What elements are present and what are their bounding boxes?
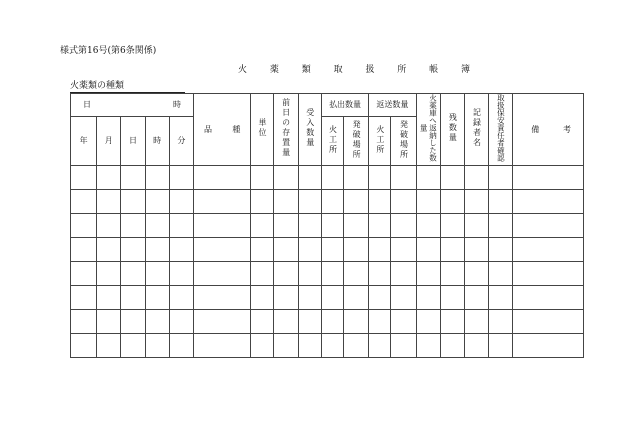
unit-header: 単位 [251, 94, 273, 166]
table-cell[interactable] [71, 238, 97, 262]
table-cell[interactable] [273, 262, 298, 286]
table-cell[interactable] [145, 190, 169, 214]
table-row [71, 166, 584, 190]
table-cell[interactable] [145, 214, 169, 238]
table-cell[interactable] [416, 262, 440, 286]
table-cell[interactable] [464, 190, 488, 214]
table-cell[interactable] [416, 214, 440, 238]
table-cell[interactable] [97, 310, 121, 334]
item-name-header: 品 種 [193, 94, 250, 166]
table-cell[interactable] [344, 214, 369, 238]
minute-header: 分 [169, 117, 193, 166]
table-cell[interactable] [321, 166, 343, 190]
table-cell[interactable] [440, 190, 464, 214]
table-cell[interactable] [369, 334, 391, 358]
form-number: 様式第16号(第6条関係) [60, 46, 157, 56]
table-cell[interactable] [298, 214, 321, 238]
table-cell[interactable] [391, 310, 416, 334]
table-row [71, 190, 584, 214]
table-cell[interactable] [71, 166, 97, 190]
table-cell[interactable] [298, 238, 321, 262]
return-blasting-site-header: 発破場所 [391, 117, 416, 166]
table-cell[interactable] [251, 334, 273, 358]
table-cell[interactable] [273, 334, 298, 358]
table-cell[interactable] [169, 166, 193, 190]
table-cell[interactable] [321, 238, 343, 262]
table-cell[interactable] [391, 262, 416, 286]
table-cell[interactable] [440, 262, 464, 286]
return-worksite-header: 火工所 [369, 117, 391, 166]
table-cell[interactable] [145, 310, 169, 334]
table-cell[interactable] [273, 310, 298, 334]
table-cell[interactable] [193, 166, 250, 190]
table-cell[interactable] [145, 166, 169, 190]
table-cell[interactable] [391, 286, 416, 310]
table-cell[interactable] [251, 310, 273, 334]
table-cell[interactable] [321, 262, 343, 286]
return-quantity-header: 返送数量 [369, 94, 416, 117]
table-cell[interactable] [513, 262, 584, 286]
table-cell[interactable] [344, 262, 369, 286]
issue-worksite-header: 火工所 [321, 117, 343, 166]
table-cell[interactable] [391, 214, 416, 238]
table-cell[interactable] [298, 166, 321, 190]
table-cell[interactable] [71, 310, 97, 334]
table-cell[interactable] [298, 334, 321, 358]
table-cell[interactable] [513, 166, 584, 190]
table-cell[interactable] [193, 238, 250, 262]
table-cell[interactable] [440, 214, 464, 238]
table-cell[interactable] [97, 334, 121, 358]
table-row [71, 286, 584, 310]
remarks-header: 備 考 [513, 94, 584, 166]
table-cell[interactable] [416, 166, 440, 190]
table-cell[interactable] [169, 262, 193, 286]
table-cell[interactable] [273, 286, 298, 310]
table-cell[interactable] [464, 310, 488, 334]
table-cell[interactable] [169, 334, 193, 358]
table-cell[interactable] [145, 238, 169, 262]
table-cell[interactable] [251, 214, 273, 238]
table-cell[interactable] [71, 334, 97, 358]
table-cell[interactable] [464, 214, 488, 238]
table-cell[interactable] [193, 214, 250, 238]
table-cell[interactable] [145, 334, 169, 358]
document-title: 火 薬 類 取 扱 所 帳 簿 [238, 65, 481, 75]
table-cell[interactable] [489, 334, 513, 358]
table-cell[interactable] [193, 190, 250, 214]
table-cell[interactable] [489, 238, 513, 262]
table-cell[interactable] [344, 166, 369, 190]
table-cell[interactable] [489, 310, 513, 334]
table-cell[interactable] [369, 262, 391, 286]
hour-header: 時 [145, 117, 169, 166]
table-cell[interactable] [121, 214, 145, 238]
table-cell[interactable] [193, 310, 250, 334]
table-cell[interactable] [251, 286, 273, 310]
table-cell[interactable] [391, 334, 416, 358]
table-cell[interactable] [369, 166, 391, 190]
table-cell[interactable] [369, 190, 391, 214]
table-cell[interactable] [298, 262, 321, 286]
table-cell[interactable] [513, 334, 584, 358]
table-cell[interactable] [440, 166, 464, 190]
table-cell[interactable] [416, 190, 440, 214]
table-cell[interactable] [369, 310, 391, 334]
table-cell[interactable] [321, 190, 343, 214]
table-cell[interactable] [121, 238, 145, 262]
table-cell[interactable] [321, 214, 343, 238]
table-row [71, 214, 584, 238]
table-cell[interactable] [440, 310, 464, 334]
table-cell[interactable] [513, 190, 584, 214]
table-cell[interactable] [273, 190, 298, 214]
table-cell[interactable] [344, 334, 369, 358]
table-cell[interactable] [298, 310, 321, 334]
table-cell[interactable] [169, 310, 193, 334]
table-cell[interactable] [321, 334, 343, 358]
table-cell[interactable] [344, 286, 369, 310]
responsible-confirm-header: 取扱保安責任者確認 [489, 94, 513, 166]
ledger-table [70, 93, 584, 358]
table-cell[interactable] [71, 214, 97, 238]
table-cell[interactable] [145, 262, 169, 286]
table-cell[interactable] [391, 238, 416, 262]
table-cell[interactable] [298, 286, 321, 310]
datetime-header: 日 時 [71, 94, 194, 117]
table-cell[interactable] [513, 286, 584, 310]
table-cell[interactable] [121, 166, 145, 190]
table-cell[interactable] [344, 190, 369, 214]
table-cell[interactable] [464, 334, 488, 358]
table-cell[interactable] [97, 166, 121, 190]
returned-to-magazine-header: 火薬庫へ返納した数量 [416, 94, 440, 166]
table-cell[interactable] [513, 214, 584, 238]
table-cell[interactable] [464, 166, 488, 190]
table-cell[interactable] [464, 238, 488, 262]
table-cell[interactable] [344, 238, 369, 262]
table-cell[interactable] [321, 310, 343, 334]
explosive-kind-label: 火薬類の種類 [70, 78, 185, 93]
table-cell[interactable] [97, 238, 121, 262]
table-cell[interactable] [193, 262, 250, 286]
table-cell[interactable] [344, 310, 369, 334]
table-cell[interactable] [97, 214, 121, 238]
table-cell[interactable] [298, 190, 321, 214]
table-cell[interactable] [416, 310, 440, 334]
table-cell[interactable] [169, 286, 193, 310]
table-cell[interactable] [369, 238, 391, 262]
table-cell[interactable] [416, 238, 440, 262]
year-header: 年 [71, 117, 97, 166]
table-cell[interactable] [121, 262, 145, 286]
table-cell[interactable] [369, 286, 391, 310]
received-header: 受入数量 [298, 94, 321, 166]
table-cell[interactable] [273, 166, 298, 190]
table-cell[interactable] [464, 286, 488, 310]
table-cell[interactable] [251, 262, 273, 286]
month-header: 月 [97, 117, 121, 166]
table-cell[interactable] [273, 214, 298, 238]
table-row [71, 262, 584, 286]
table-cell[interactable] [251, 190, 273, 214]
table-cell[interactable] [71, 190, 97, 214]
table-cell[interactable] [121, 334, 145, 358]
table-cell[interactable] [97, 190, 121, 214]
table-cell[interactable] [489, 286, 513, 310]
table-cell[interactable] [251, 238, 273, 262]
table-cell[interactable] [145, 286, 169, 310]
table-cell[interactable] [513, 310, 584, 334]
table-cell[interactable] [97, 262, 121, 286]
day-header: 日 [121, 117, 145, 166]
issue-quantity-header: 払出数量 [321, 94, 368, 117]
table-cell[interactable] [321, 286, 343, 310]
table-cell[interactable] [416, 286, 440, 310]
table-cell[interactable] [391, 190, 416, 214]
table-cell[interactable] [169, 214, 193, 238]
table-cell[interactable] [121, 190, 145, 214]
table-cell[interactable] [169, 238, 193, 262]
table-cell[interactable] [489, 214, 513, 238]
table-cell[interactable] [251, 166, 273, 190]
table-cell[interactable] [440, 286, 464, 310]
table-cell[interactable] [121, 286, 145, 310]
table-cell[interactable] [121, 310, 145, 334]
table-row [71, 334, 584, 358]
table-cell[interactable] [416, 334, 440, 358]
table-row [71, 238, 584, 262]
table-cell[interactable] [97, 286, 121, 310]
table-cell[interactable] [513, 238, 584, 262]
table-cell[interactable] [193, 286, 250, 310]
table-cell[interactable] [273, 238, 298, 262]
table-cell[interactable] [193, 334, 250, 358]
recorder-header: 記録者名 [464, 94, 488, 166]
table-cell[interactable] [440, 334, 464, 358]
table-cell[interactable] [489, 166, 513, 190]
table-cell[interactable] [440, 238, 464, 262]
table-cell[interactable] [391, 166, 416, 190]
table-cell[interactable] [71, 286, 97, 310]
table-cell[interactable] [169, 190, 193, 214]
prev-stock-header: 前日の存置量 [273, 94, 298, 166]
table-cell[interactable] [369, 214, 391, 238]
table-row [71, 310, 584, 334]
table-cell[interactable] [489, 190, 513, 214]
issue-blasting-site-header: 発破場所 [344, 117, 369, 166]
table-cell[interactable] [489, 262, 513, 286]
table-cell[interactable] [71, 262, 97, 286]
remaining-header: 残数量 [440, 94, 464, 166]
table-cell[interactable] [464, 262, 488, 286]
